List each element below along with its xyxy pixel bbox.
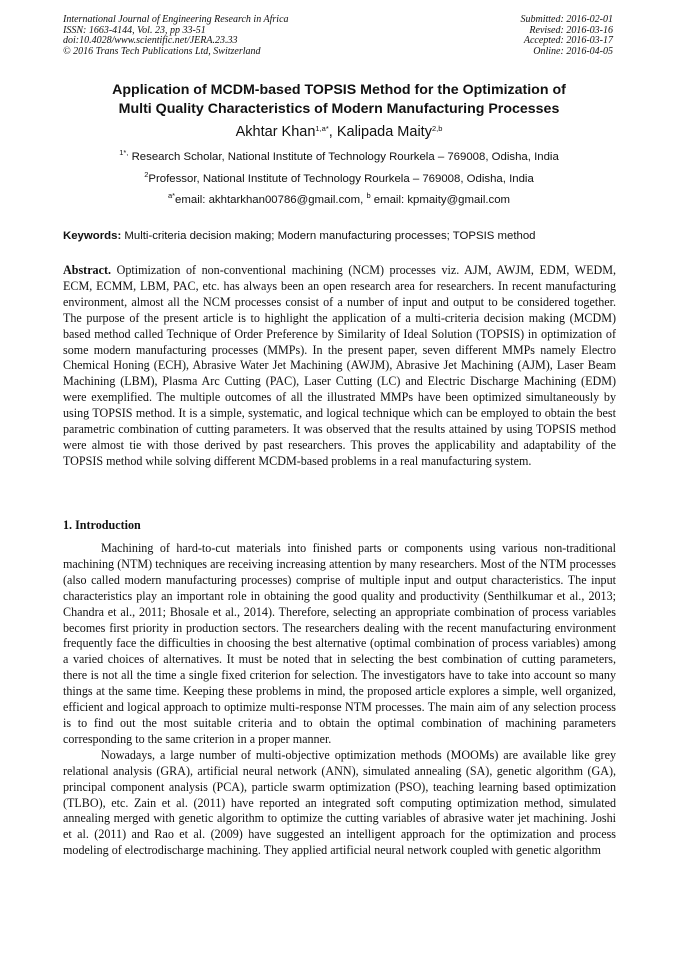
affiliation-2-text: Professor, National Institute of Technology Rourkela – 769008, Odisha, India <box>148 173 534 185</box>
email-a: email: akhtarkhan00786@gmail.com, <box>175 194 367 206</box>
date-submitted: Submitted: 2016-02-01 <box>520 14 613 25</box>
introduction-body <box>63 541 616 859</box>
affiliation-1-text: Research Scholar, National Institute of Technology Rourkela – 769008, Odisha, India <box>128 151 559 163</box>
date-online: Online: 2016-04-05 <box>533 45 613 57</box>
publication-dates <box>413 15 613 57</box>
journal-header <box>63 15 383 57</box>
date-revised: Revised: 2016-03-16 <box>529 24 613 36</box>
journal-issn: ISSN: 1663-4144, Vol. 23, pp 33-51 <box>63 24 206 36</box>
author-1: Akhtar Khan <box>235 124 316 140</box>
intro-paragraph-1: Machining of hard-to-cut materials into finished parts or components using various non-traditional machining (NTM) techniques are receiving increasing attention by many researchers. Most of the NTM processes (also called modern manufacturing processes) comprise of multiple input and output characteristics. The input characteristics play an important role in obtaining the good quality and productivity (Senthilkumar et al., 2013; Chandra et al., 2011; Bhosale et al., 2014). Therefore, selecting an appropriate combination of process variables becomes first priority in production sectors. The researchers dealing with the recent manufacturing environment frequently face the difficulties in choosing the best alternative (optimal combination of process variables) among a varied choices of alternatives. It must be noted that in selecting the best combination of cutting parameters, there is not all the time a single fixed criterion for selection. The investigators have to take into account so many things at the same time. Keeping these problems in mind, the proposed article explores a simple, well organized, efficient and logical approach to optimize multi-response NTM processes. The main aim of any selection process is to find out the most suitable criteria and to obtain the optimal combination of machining parameters corresponding to the same criterion in a proper manner. <box>63 541 616 746</box>
keywords <box>63 229 616 243</box>
affiliation-2 <box>40 172 638 186</box>
journal-copyright: © 2016 Trans Tech Publications Ltd, Switzerland <box>63 45 261 57</box>
keywords-text: Multi-criteria decision making; Modern manufacturing processes; TOPSIS method <box>121 230 536 242</box>
section-heading-introduction: 1. Introduction <box>63 518 141 532</box>
author-separator: , <box>328 124 337 140</box>
email-b-mark: b <box>366 191 371 200</box>
author-emails <box>40 193 638 207</box>
affiliation-1 <box>40 150 638 164</box>
abstract <box>63 263 616 470</box>
author-list <box>40 123 638 141</box>
intro-paragraph-2: Nowadays, a large number of multi-objective optimization methods (MOOMs) are available like grey relational analysis (GRA), artificial neural network (ANN), simulated annealing (SA), genetic algorithm (GA), principal component analysis (PCA), particle swarm optimization (PSO), teaching learning based optimization (TLBO), etc. Zain et al. (2011) have reported an integrated soft computing optimization method, simulated annealing merged with genetic algorithm to optimize the cutting variables of abrasive water jet machining. Joshi et al. (2011) and Rao et al. (2009) have suggested an intelligent approach for the optimization and process modeling of electrodischarge machining. They applied artificial neural network coupled with genetic algorithm <box>63 747 616 858</box>
paper-title <box>40 81 638 119</box>
title-line-1: Application of MCDM-based TOPSIS Method for the Optimization of <box>112 82 566 98</box>
journal-name: International Journal of Engineering Research in Africa <box>63 14 289 25</box>
author-1-affil: 1,a* <box>315 124 329 133</box>
email-a-mark: a* <box>167 191 176 200</box>
email-b: email: kpmaity@gmail.com <box>370 194 511 206</box>
author-2-affil: 2,b <box>431 124 443 133</box>
title-line-2: Multi Quality Characteristics of Modern Manufacturing Processes <box>118 101 560 117</box>
affiliation-2-mark: 2 <box>144 170 149 179</box>
author-2: Kalipada Maity <box>336 124 432 140</box>
date-accepted: Accepted: 2016-03-17 <box>523 35 613 47</box>
journal-doi: doi:10.4028/www.scientific.net/JERA.23.33 <box>63 35 238 47</box>
abstract-text: Optimization of non-conventional machining (NCM) processes viz. AJM, AWJM, EDM, WEDM, ECM, ECMM, LBM, PAC, etc. has always been an open research area for researchers. In recent manufacturing environment, almost all the NCM processes consist of a number of input and output to be considered together. The purpose of the present article is to highlight the application of a multi-criteria decision making (MCDM) based method called Technique of Order Preference by Similarity of Ideal Solution (TOPSIS) in optimization of some modern manufacturing processes (MMPs). In the present paper, seven different MMPs namely Electro Chemical Honing (ECH), Abrasive Water Jet Machining (AWJM), Abrasive Jet Machining (AJM), Laser Beam Machining (LBM), Plasma Arc Cutting (PAC), Laser Cutting (LC) and Electric Discharge Machining (EDM) were exemplified. The multiple outcomes of all the illustrated MMPs have been optimized simultaneously by using TOPSIS method. It is a simple, systematic, and logical technique which can be employed to obtain the best parametric combination of cutting parameters. It was observed that the results attained by using TOPSIS method were almost tie with those derived by past researchers. This proves the applicability and adaptability of the TOPSIS method while solving different MCDM-based problems in a real manufacturing system. <box>63 263 616 468</box>
abstract-label: Abstract. <box>63 263 112 277</box>
affiliation-1-mark: 1*, <box>119 148 129 157</box>
keywords-label: Keywords: <box>63 230 122 242</box>
